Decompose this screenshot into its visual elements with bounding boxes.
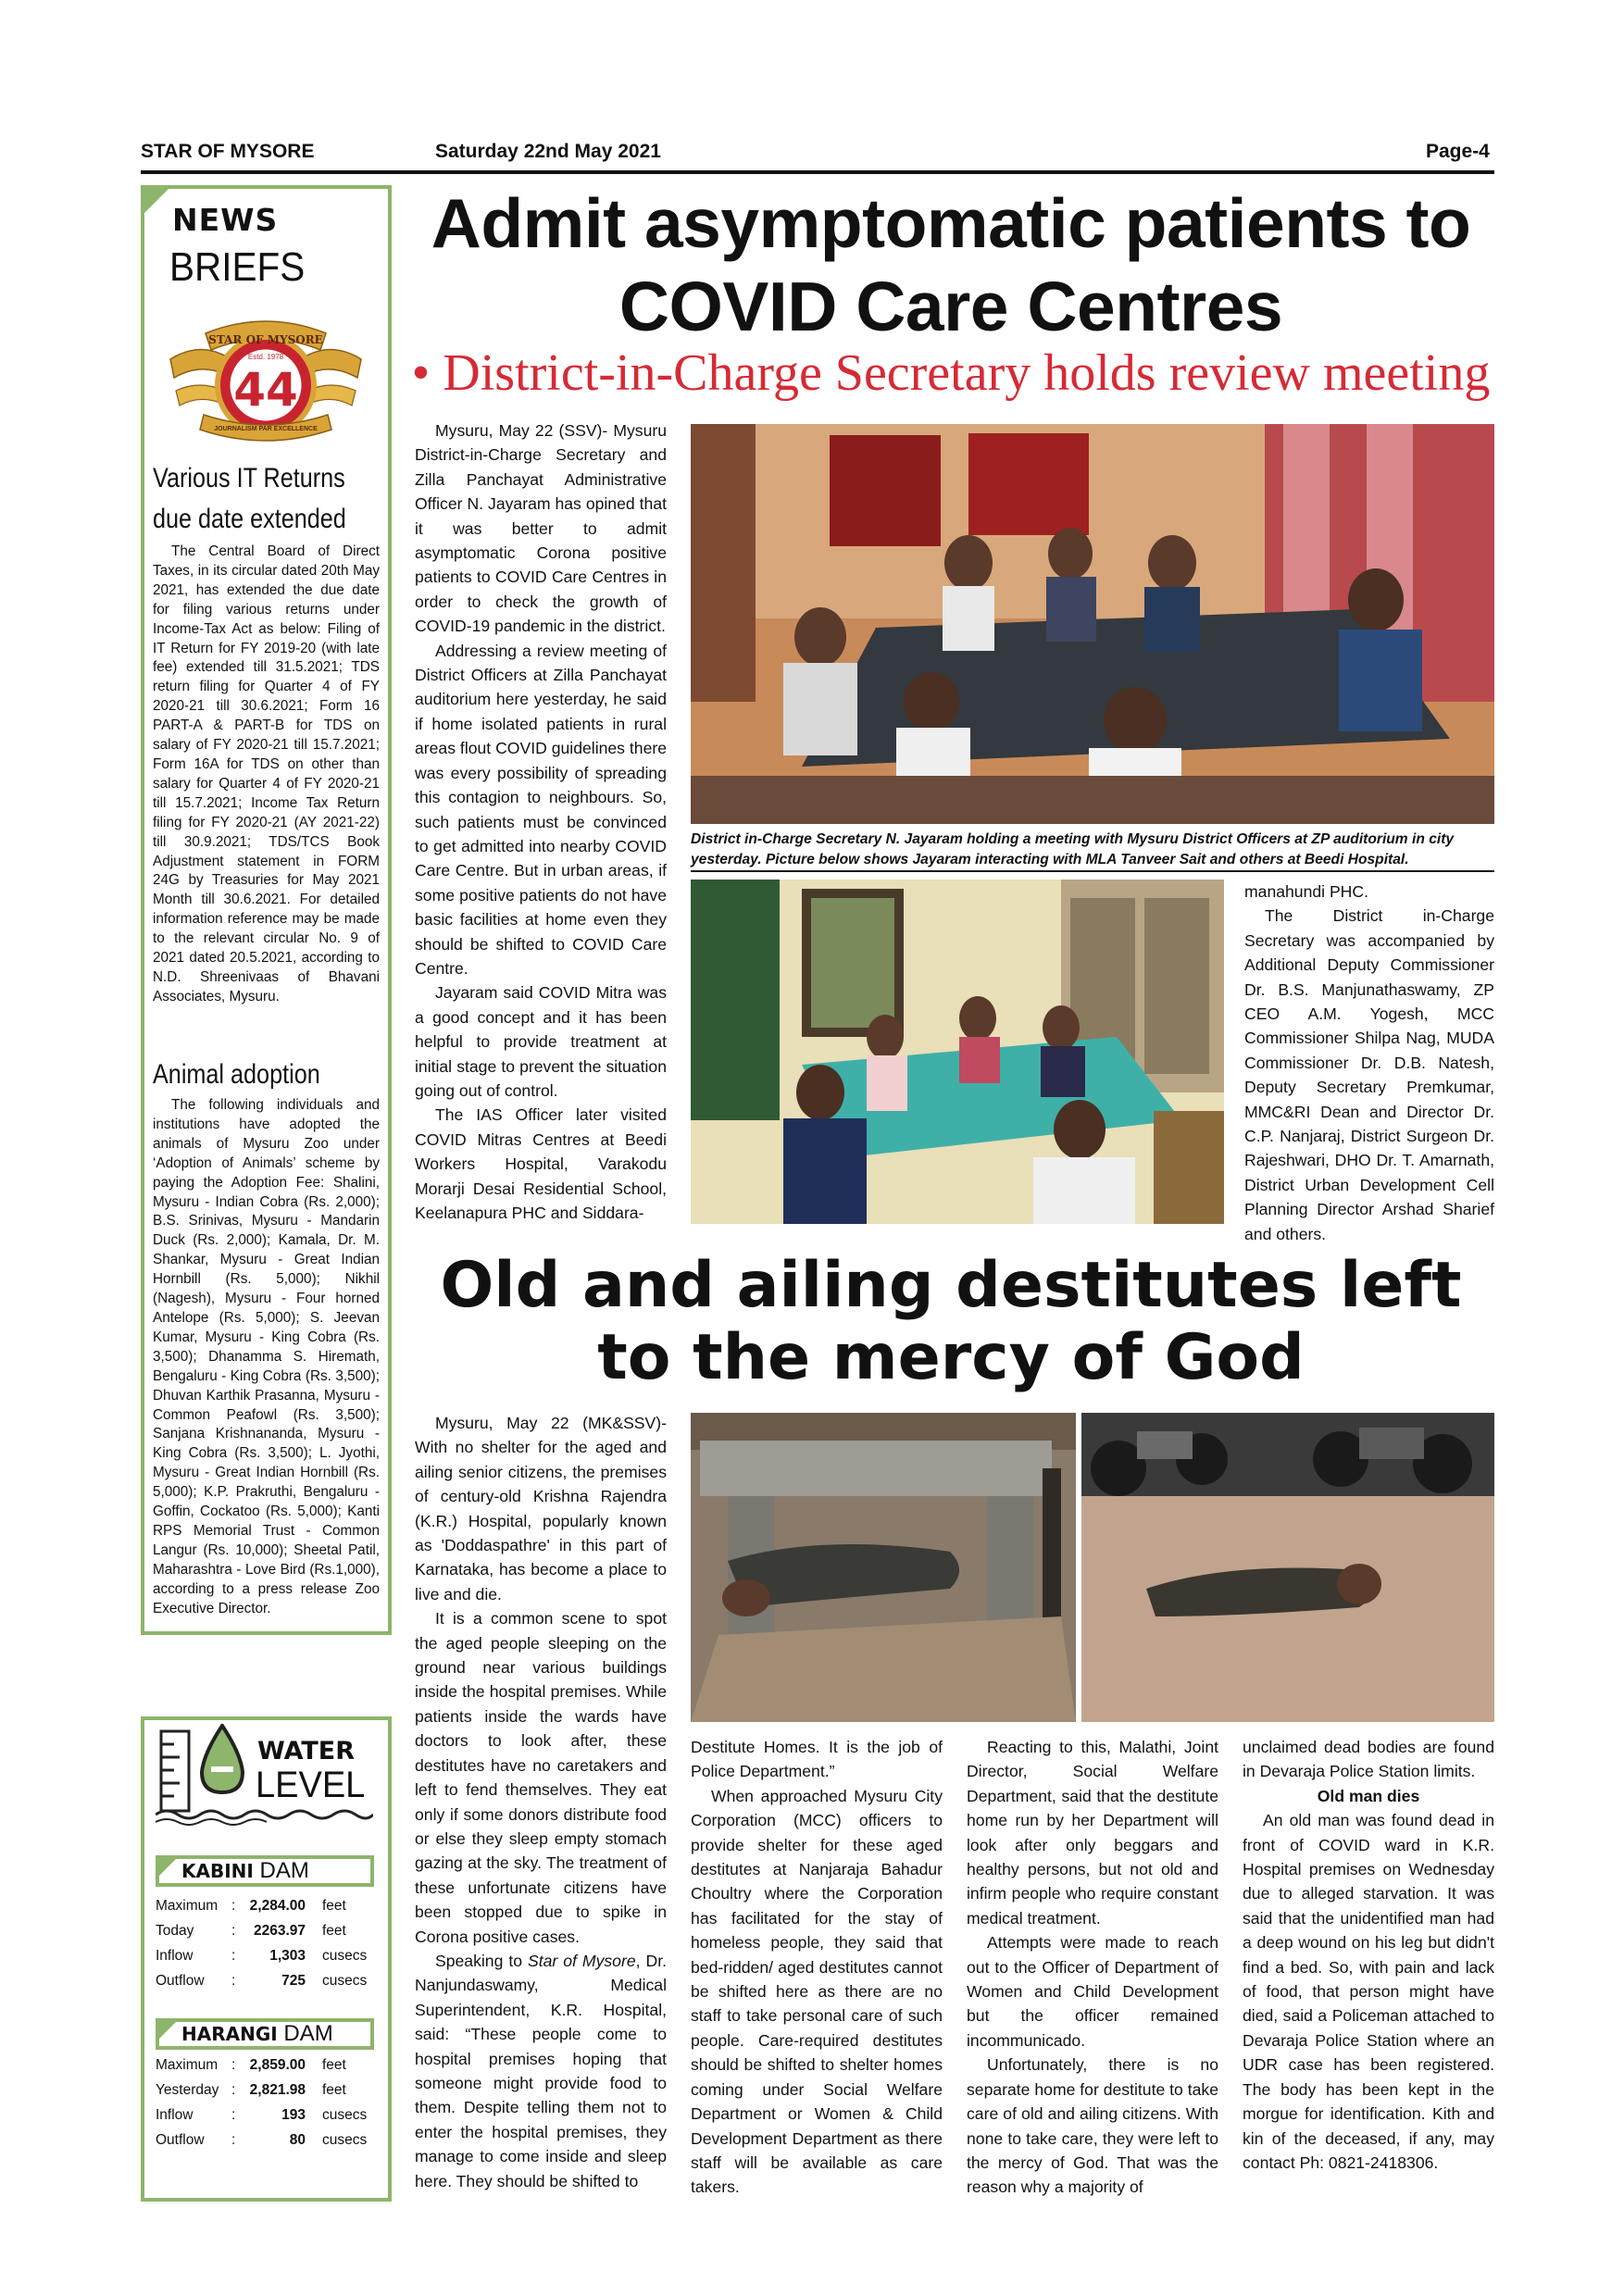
table-row [156, 1898, 387, 1922]
story2-column-2 [691, 1735, 943, 2200]
row-value: 2,821.98 [249, 2082, 306, 2098]
paragraph: Attempts were made to reach out to the Officer of Department of Women and Child Development but the officer remained incommunicado. [967, 1933, 1218, 2050]
story1-headline [407, 181, 1494, 348]
story1-column-3 [1244, 880, 1494, 1246]
colon: : [231, 1898, 236, 1914]
text-run: , Dr. Nanjundaswamy, Medical Superintendent, K.R. Hospital, said: “These people come to hospital premises hoping that someone might provide food to them. Despite telling them not to enter the hospital premises, they manage to come inside and sleep here. They should be shifted to [415, 1951, 667, 2190]
row-unit: cusecs [322, 2107, 368, 2123]
row-unit: feet [322, 1923, 346, 1939]
briefs-title: BRIEFS [169, 244, 306, 290]
row-label: Today [156, 1923, 194, 1939]
story2-column-3 [967, 1735, 1218, 2200]
it-returns-heading-line1: Various IT Returns [153, 463, 345, 493]
table-row [156, 2107, 387, 2131]
paragraph: An old man was found dead in front of COVID ward in K.R. Hospital premises on Wednesday due to alleged starvation. It was said that the unidentified man had a deep wound on his leg but didn't find a bed. So, with pain and lack of food, that person might have died, said a Policeman attached to Devaraja Police Station where an UDR case has been registered. The body has been kept in the morgue for identification. Kith and kin of the deceased, if any, may contact Ph: 0821-2418306. [1243, 1811, 1494, 2172]
table-row [156, 1973, 387, 1997]
story2-headline [407, 1250, 1494, 1394]
publication-name: STAR OF MYSORE [141, 141, 315, 162]
row-label: Maximum [156, 1898, 219, 1914]
row-value: 193 [281, 2107, 306, 2123]
story2-headline-line2: to the mercy of God [597, 1321, 1305, 1394]
page-number: Page-4 [1426, 141, 1490, 162]
level-title: LEVEL [256, 1765, 366, 1805]
paragraph: Mysuru, May 22 (SSV)- Mysuru District-in-Charge Secretary and Zilla Panchayat Administrative Officer N. Jayaram has opined that it was better to admit asymptomatic Corona positive patients to COVID Care Centres in order to check the growth of COVID-19 pandemic in the district. [415, 421, 667, 636]
paragraph: The IAS Officer later visited COVID Mitras Centres at Beedi Workers Hospital, Varakodu Morarji Desai Residential School, Keelanapura PHC and Siddara- [415, 1105, 667, 1222]
water-title: WATER [257, 1737, 356, 1766]
paragraph: The District in-Charge Secretary was accompanied by Additional Deputy Commissioner Dr. B.S. Manjunathaswamy, ZP CEO A.M. Yogesh, MCC Commissioner Shilpa Nag, MUDA Commissioner Dr. D.B. Natesh, Deputy Secretary Premkumar, MMC&RI Dean and Director Dr. C.P. Nanjaraj, District Surgeon Dr. Rajeshwari, DHO Dr. T. Amarnath, District Urban Development Cell Planning Director Arshad Sharief and others. [1244, 906, 1494, 1243]
table-row [156, 2057, 387, 2081]
kabini-name: KABINI [181, 1860, 254, 1882]
row-unit: cusecs [322, 1948, 368, 1964]
harangi-dam-suffix: DAM [277, 2021, 333, 2046]
colon: : [231, 2082, 236, 2098]
row-label: Outflow [156, 1973, 205, 1989]
paragraph: When approached Mysuru City Corporation (MCC) officers to provide shelter for these aged destitutes at Nanjaraja Bahadur Choultry where the Corporation has facilitated for the stay of homeless people, they said that bed-ridden/ aged destitutes cannot be shifted here as there are no staff to take personal care of such people. Care-required destitutes should be shifted to shelter homes coming under Social Welfare Department or Women & Child Development Department as there staff will be available as care takers. [691, 1786, 943, 2197]
row-unit: feet [322, 1898, 346, 1914]
hospital-meeting-photo [691, 880, 1224, 1224]
corner-fold-icon [144, 189, 169, 213]
story1-headline-line1: Admit asymptomatic patients to [431, 184, 1471, 262]
paragraph: It is a common scene to spot the aged people sleeping on the ground near various buildings inside the hospital premises. While patients inside the wards have doctors to look after, these destitutes have no caretakers and left to fend themselves. They eat only if some donors distribute food or else they sleep empty stomach gazing at the sky. The treatment of these unfortunate citizens have been stopped due to spike in Corona positive cases. [415, 1609, 667, 1946]
colon: : [231, 1973, 236, 1989]
kabini-dam-suffix: DAM [253, 1858, 309, 1883]
animal-adoption-body: The following individuals and institutions have adopted the animals of Mysuru Zoo under ‘Adoption of Animals’ scheme by paying the Adoption Fee: Shalini, Mysuru - Indian Cobra (Rs. 2,000); B.S. Srinivas, Mysuru - Mandarin Duck (Rs. 2,000); Kamala, Dr. M. Shankar, Mysuru - Great Indian Hornbill (Rs. 5,000); Nikhil (Nagesh), Mysuru - Four horned Antelope (Rs. 5,000); S. Jeevan Kumar, Mysuru - King Cobra (Rs. 3,500); Dhanamma S. Hiremath, Bengaluru - King Cobra (Rs. 3,500); Dhuvan Karthik Prasanna, Mysuru - Common Peafowl (Rs. 3,500); Sanjana Krishnananda, Mysuru - King Cobra (Rs. 3,500); L. Jyothi, Mysuru - Great Indian Hornbill (Rs. 5,000); K.P. Prakruthi, Bengaluru - Goffin, Cockatoo (Rs. 5,000); Kanti RPS Memorial Trust - Common Langur (Rs. 10,000); Sheetal Patil, Maharashtra - Love Bird (Rs.1,000), according to a press release Zoo Executive Director. [153, 1097, 380, 1616]
row-value: 2,859.00 [249, 2057, 306, 2073]
caption-rule [691, 870, 1494, 872]
row-label: Maximum [156, 2057, 219, 2073]
harangi-dam-title [181, 2020, 333, 2048]
story2-headline-line1: Old and ailing destitutes left [440, 1249, 1462, 1322]
logo-bottom-text: JOURNALISM PAR EXCELLENCE [214, 426, 318, 432]
corner-fold-icon [159, 2022, 176, 2039]
row-unit: cusecs [322, 2132, 368, 2148]
news-title: NEWS [172, 202, 279, 238]
dead-man-photo [1081, 1413, 1494, 1722]
row-label: Outflow [156, 2132, 205, 2148]
colon: : [231, 2057, 236, 2073]
row-value: 2,284.00 [249, 1898, 306, 1914]
table-row [156, 1923, 387, 1947]
paragraph: manahundi PHC. [1244, 882, 1368, 901]
star-of-mysore-44-logo [163, 313, 369, 454]
table-row [156, 2132, 387, 2156]
table-row [156, 1948, 387, 1972]
header-rule [141, 170, 1494, 174]
subheading: Old man dies [1317, 1786, 1420, 1805]
story2-column-1 [415, 1411, 667, 2193]
paragraph: Addressing a review meeting of District Officers at Zilla Panchayat auditorium here yesterday, he said if home isolated patients in rural areas flout COVID guidelines there was every possibility of spreading this contagion to neighbours. So, such patients must be convinced to get admitted into nearby COVID Care Centre. But in urban areas, if some positive patients do not have basic facilities at home even they should be shifted to COVID Care Centre. [415, 641, 667, 978]
row-unit: feet [322, 2082, 346, 2098]
paragraph: unclaimed dead bodies are found in Devaraja Police Station limits. [1243, 1738, 1494, 1781]
colon: : [231, 1948, 236, 1964]
issue-date: Saturday 22nd May 2021 [435, 141, 661, 162]
text-run: Speaking to [435, 1951, 529, 1970]
colon: : [231, 1923, 236, 1939]
it-returns-body: The Central Board of Direct Taxes, in its circular dated 20th May 2021, has extended the due date for filing various returns under Income-Tax Act as below: Filing of IT Return for FY 2019-20 (with late fee) extended till 31.5.2021; TDS return filing for Quarter 4 of FY 2020-21 till 30.6.2021; Form 16 PART-A & PART-B for TDS on salary of FY 2020-21 till 15.7.2021; Form 16A for TDS on other than salary for Quarter 4 of FY 2020-21 till 15.7.2021; Income Tax Return filing for FY 2020-21 (AY 2021-22) till 30.9.2021; TDS/TCS Book Adjustment statement in FORM 24G by Treasuries for May 2021 Month till 30.6.2021. For detailed information reference may be made to the relevant circular No. 9 of 2021 dated 20.5.2021, according to N.D. Shreenivaas of Bhavani Associates, Mysuru. [153, 543, 380, 1004]
row-value: 2263.97 [253, 1923, 306, 1939]
logo-top-text: STAR OF MYSORE [208, 333, 323, 346]
animal-adoption-heading: Animal adoption [153, 1059, 320, 1090]
paragraph [415, 1949, 667, 2193]
harangi-name: HARANGI [181, 2023, 278, 2045]
publication-name-italic: Star of Mysore [528, 1951, 636, 1970]
meeting-photo [691, 424, 1494, 824]
logo-estd-text: Estd. 1978 [247, 353, 284, 361]
story1-headline-line2: COVID Care Centres [618, 268, 1283, 345]
row-unit: cusecs [322, 1973, 368, 1989]
paragraph: Reacting to this, Malathi, Joint Director, Social Welfare Department, said that the destitute home run by her Department will look after only beggars and healthy persons, but not old and infirm people who require constant medical treatment. [967, 1738, 1218, 1928]
kabini-table [156, 1898, 378, 2000]
logo-number: 44 [233, 363, 298, 417]
story1-photo-caption: District in-Charge Secretary N. Jayaram holding a meeting with Mysuru District Officers at ZP auditorium in city yesterday. Picture below shows Jayaram interacting with MLA Tanveer Sait and others at Beedi Hospital. [691, 831, 1455, 867]
story1-deck: • District-in-Charge Secretary holds review meeting [411, 344, 1491, 402]
row-value: 80 [289, 2132, 306, 2148]
row-label: Inflow [156, 1948, 194, 1964]
paragraph: Destitute Homes. It is the job of Police Department.” [691, 1738, 943, 1781]
paragraph: Mysuru, May 22 (MK&SSV)- With no shelter for the aged and ailing senior citizens, the premises of century-old Krishna Rajendra (K.R.) Hospital, popularly known as 'Doddaspathre' in this part of Karnataka, has become a place to live and die. [415, 1414, 667, 1603]
paragraph: Unfortunately, there is no separate home for destitute to take care of old and ailing citizens. With none to take care, they were left to the mercy of God. That was the reason why a majority of [967, 2055, 1218, 2197]
colon: : [231, 2107, 236, 2123]
corner-fold-icon [159, 1859, 176, 1876]
kabini-dam-title [181, 1857, 309, 1885]
it-returns-heading-line2: due date extended [153, 504, 346, 534]
colon: : [231, 2132, 236, 2148]
row-label: Inflow [156, 2107, 194, 2123]
paragraph: Jayaram said COVID Mitra was a good concept and it has been helpful to provide treatment at initial stage to prevent the situation going out of control. [415, 983, 667, 1100]
row-value: 725 [281, 1973, 306, 1989]
destitute-bench-photo [691, 1413, 1076, 1722]
row-unit: feet [322, 2057, 346, 2073]
row-label: Yesterday [156, 2082, 219, 2098]
story1-column-1 [415, 418, 667, 1225]
row-value: 1,303 [269, 1948, 306, 1964]
story2-column-4 [1243, 1735, 1494, 2175]
table-row [156, 2082, 387, 2106]
harangi-table [156, 2057, 378, 2168]
